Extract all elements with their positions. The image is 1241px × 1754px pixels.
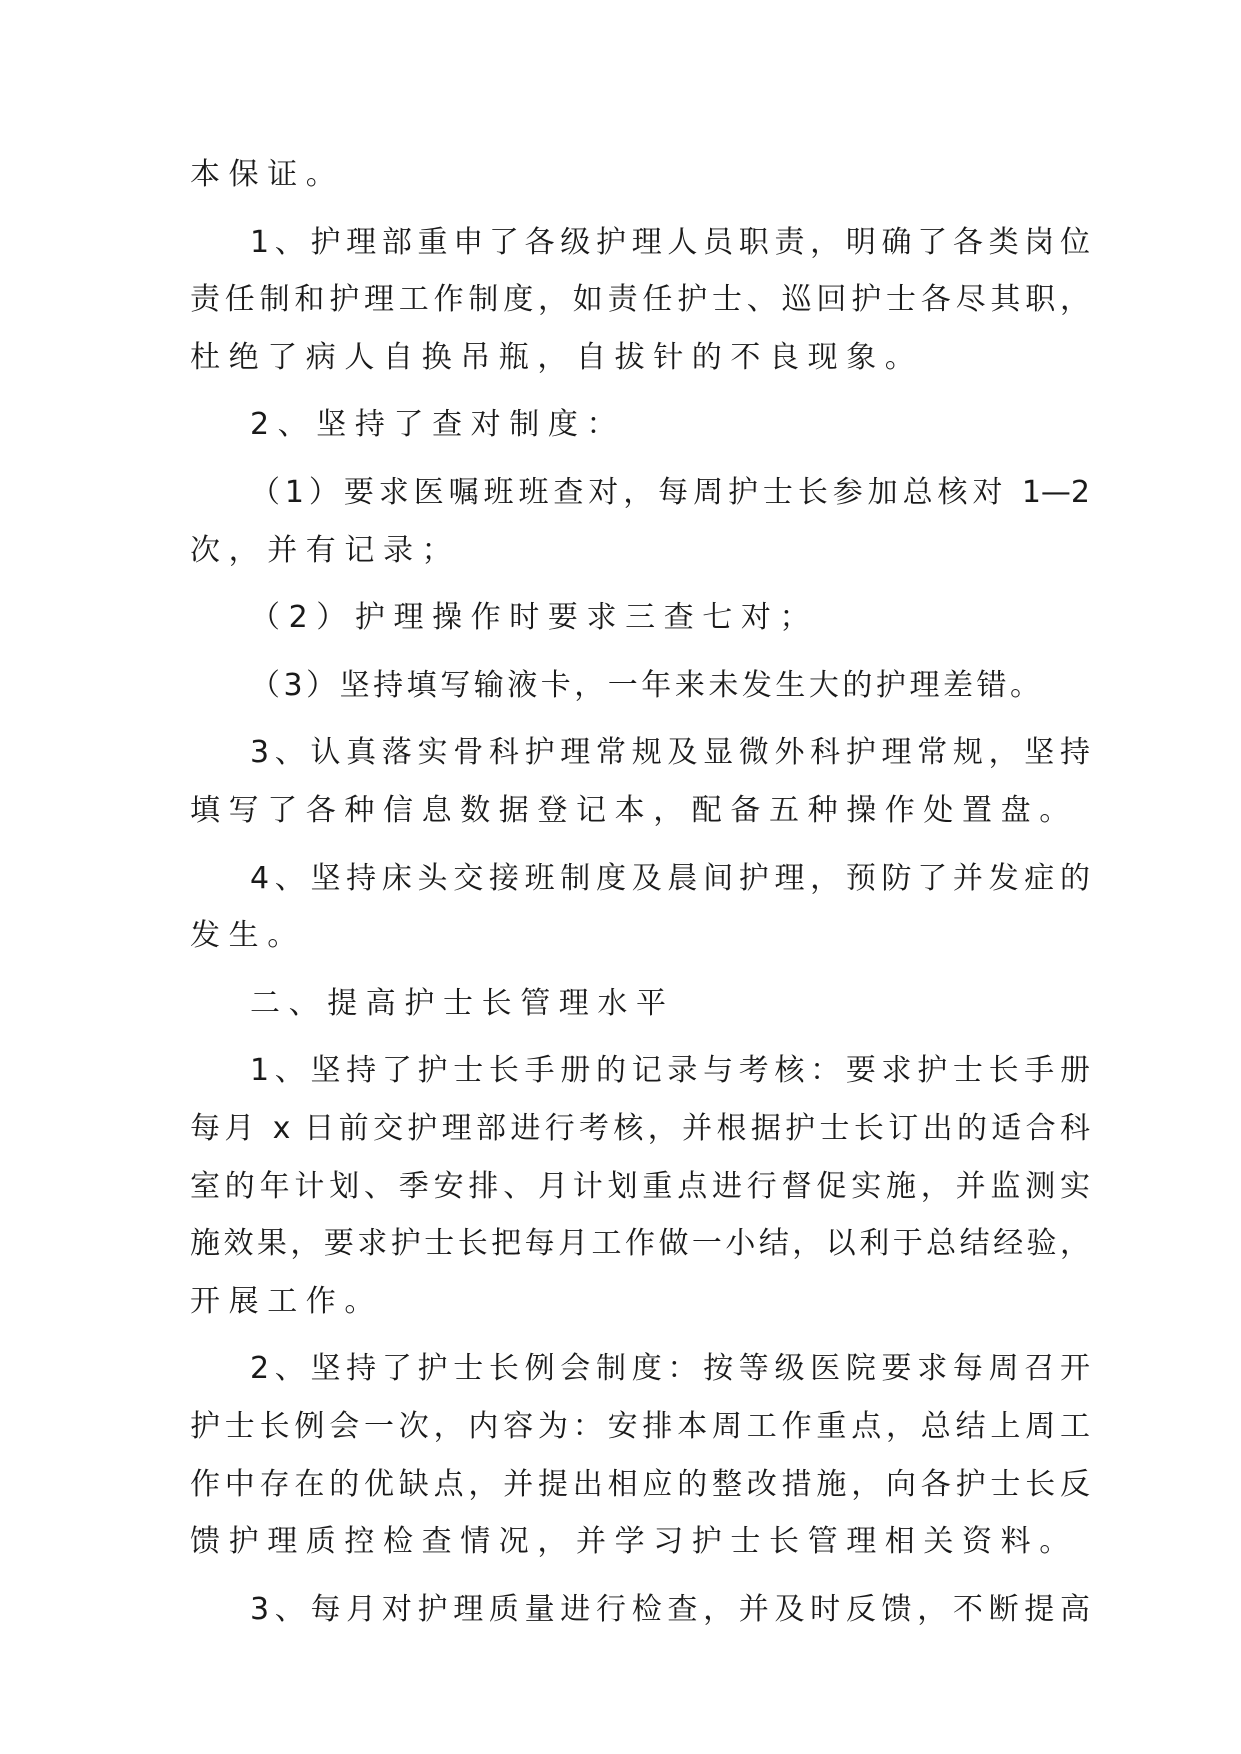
text-line-24: 3、每月对护理质量进行检查，并及时反馈，不断提高 <box>250 1592 1090 1627</box>
text-line-21: 护士长例会一次，内容为：安排本周工作重点，总结上周工 <box>190 1409 1090 1444</box>
text-line-15: 1、坚持了护士长手册的记录与考核：要求护士长手册 <box>250 1053 1090 1088</box>
text-line-6: （1）要求医嘱班班查对，每周护士长参加总核对 1—2 <box>250 475 1090 510</box>
text-line-12: 4、坚持床头交接班制度及晨间护理，预防了并发症的 <box>250 861 1090 896</box>
text-line-4: 杜绝了病人自换吊瓶，自拔针的不良现象。 <box>190 340 924 375</box>
text-line-1: 本保证。 <box>190 157 345 192</box>
text-line-22: 作中存在的优缺点，并提出相应的整改措施，向各护士长反 <box>190 1467 1090 1502</box>
text-line-16: 每月 x 日前交护理部进行考核，并根据护士长订出的适合科 <box>190 1111 1090 1146</box>
text-line-13: 发生。 <box>190 918 306 953</box>
text-line-11: 填写了各种信息数据登记本，配备五种操作处置盘。 <box>190 793 1078 828</box>
text-line-10: 3、认真落实骨科护理常规及显微外科护理常规，坚持 <box>250 735 1090 770</box>
text-line-9: （3）坚持填写输液卡，一年来未发生大的护理差错。 <box>250 668 1040 703</box>
text-line-18: 施效果，要求护士长把每月工作做一小结，以利于总结经验， <box>190 1226 1090 1261</box>
text-line-2: 1、护理部重申了各级护理人员职责，明确了各类岗位 <box>250 225 1090 260</box>
text-line-5: 2、坚持了查对制度： <box>250 407 626 442</box>
text-line-23: 馈护理质控检查情况，并学习护士长管理相关资料。 <box>190 1524 1078 1559</box>
text-line-7: 次，并有记录； <box>190 533 461 568</box>
section-heading: 二、提高护士长管理水平 <box>250 986 675 1021</box>
text-line-20: 2、坚持了护士长例会制度：按等级医院要求每周召开 <box>250 1351 1090 1386</box>
text-line-17: 室的年计划、季安排、月计划重点进行督促实施，并监测实 <box>190 1169 1090 1204</box>
text-line-3: 责任制和护理工作制度，如责任护士、巡回护士各尽其职， <box>190 282 1090 317</box>
text-line-19: 开展工作。 <box>190 1284 383 1319</box>
text-line-8: （2）护理操作时要求三查七对； <box>250 600 819 635</box>
